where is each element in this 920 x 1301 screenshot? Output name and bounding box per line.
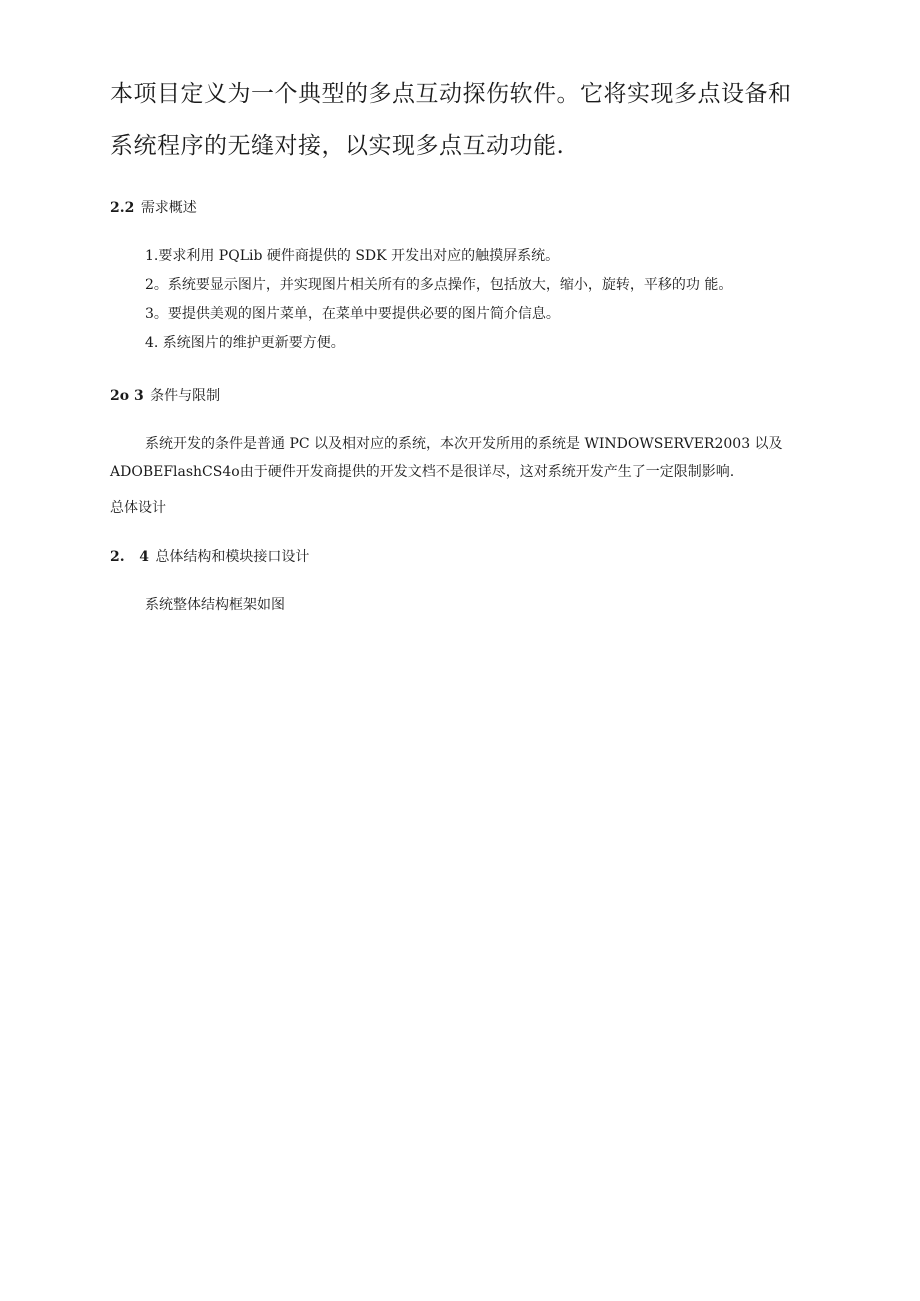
list-item: 4. 系统图片的维护更新要方便。 — [145, 335, 345, 351]
intro-paragraph: 本项目定义为一个典型的多点互动探伤软件。它将实现多点设备和系统程序的无缝对接，以实现多点互动功能. — [110, 81, 792, 159]
requirements-list — [145, 246, 732, 362]
section-title: 条件与限制 — [150, 388, 221, 404]
section-number: 2. 4 — [110, 549, 149, 565]
figure-caption: 系统整体结构框架如图 — [145, 597, 285, 613]
list-item: 3。要提供美观的图片菜单，在菜单中要提供必要的图片简介信息。 — [145, 306, 560, 322]
section-title: 需求概述 — [140, 200, 197, 216]
section-heading-2-4 — [110, 546, 309, 566]
section-title: 总体结构和模块接口设计 — [155, 549, 310, 565]
section-number: 2.2 — [110, 200, 135, 216]
list-item: 2。系统要显示图片，并实现图片相关所有的多点操作，包括放大，缩小，旋转，平移的功 能。 — [145, 277, 733, 293]
section-number: 2o 3 — [110, 388, 144, 404]
section-heading-2-3 — [110, 385, 220, 405]
conditions-paragraph: 系统开发的条件是普通 PC 以及相对应的系统，本次开发所用的系统是 WINDOWSERVER2003 以及 ADOBEFlashCS4o由于硬件开发商提供的开发文档不是很详尽，这对系统开发产生了一定限制影响. — [110, 436, 783, 480]
section-heading-2-2 — [110, 197, 197, 217]
list-item: 1.要求利用 PQLib 硬件商提供的 SDK 开发出对应的触摸屏系统。 — [145, 248, 560, 264]
overall-design-heading: 总体设计 — [110, 500, 166, 516]
